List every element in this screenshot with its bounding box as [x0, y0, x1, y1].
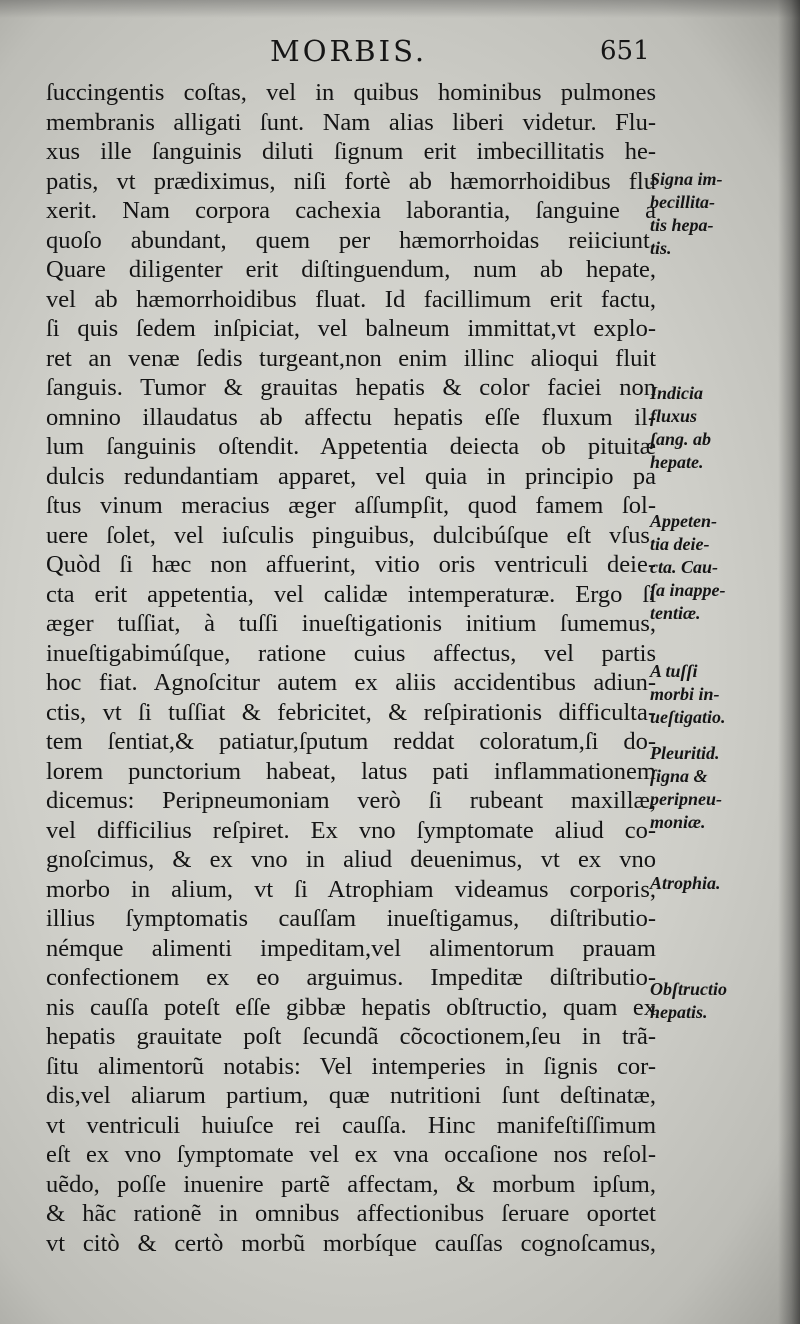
text-line: inueſtigabimúſque, ratione cuius affectus, vel partis [46, 639, 656, 667]
text-line: vel ab hæmorrhoidibus fluat. Id facillimum erit factu, [46, 285, 656, 313]
text-line: æger tuſſiat, à tuſſi inueſtigationis initium ſumemus, [46, 610, 656, 637]
text-line: ſuccingentis coſtas, vel in quibus hominibus pulmones [46, 79, 656, 106]
text-line: & hãc rationẽ in omnibus affectionibus ſeruare oportet [46, 1200, 656, 1227]
text-line: omnino illaudatus ab affectu hepatis eſſe fluxum il- [46, 403, 656, 431]
margin-note-line: Appeten- [650, 511, 717, 531]
text-line: uẽdo, poſſe inuenire partẽ affectam, & morbum ipſum, [46, 1170, 656, 1198]
text-line: dulcis redundantiam apparet, vel quia in principio pa [46, 462, 656, 490]
running-head: MORBIS. [270, 34, 428, 68]
margin-note-line: morbi in- [650, 684, 720, 704]
margin-note-line: Atrophia. [650, 873, 721, 893]
page-number: 651 [600, 36, 650, 66]
text-line: ſitu alimentorũ notabis: Vel intemperies in ſignis cor- [46, 1052, 656, 1080]
text-line: xus ille ſanguinis diluti ſignum erit imbecillitatis he- [46, 138, 656, 165]
margin-note-line: ſa inappe- [650, 580, 726, 600]
text-line: membranis alligati ſunt. Nam alias liberi videtur. Flu- [46, 108, 656, 136]
margin-note-line: Obſtructio [650, 979, 728, 999]
margin-note-a-tussi [650, 660, 798, 729]
margin-note-atrophia [650, 872, 798, 895]
margin-note-line: peripneu- [650, 789, 722, 809]
margin-note-line: ueſtigatio. [650, 707, 726, 727]
text-line: confectionem ex eo arguimus. Impeditæ diſtributio- [46, 964, 656, 991]
text-line: eſt ex vno ſymptomate vel ex vna occaſione nos reſol- [46, 1141, 656, 1168]
text-line: Quòd ſi hæc non affuerint, vitio oris ventriculi deie- [46, 551, 656, 578]
text-line: hoc fiat. Agnoſcitur autem ex aliis accidentibus adiun- [46, 669, 656, 696]
text-line: vt ventriculi huiuſce rei cauſſa. Hinc manifeſtiſſimum [46, 1111, 656, 1139]
margin-note-indicia-fluxus [650, 382, 798, 474]
text-line: uere ſolet, vel iuſculis pinguibus, dulcibúſque eſt vſus. [46, 521, 656, 549]
text-line: gnoſcimus, & ex vno in aliud deuenimus, vt ex vno [46, 846, 656, 873]
margin-note-obstructio-hepatis [650, 978, 798, 1024]
page-top-shadow [0, 0, 800, 18]
margin-note-pleuritid [650, 742, 798, 834]
text-line: ſanguis. Tumor & grauitas hepatis & color faciei non [46, 374, 656, 401]
margin-note-line: Indicia [650, 383, 704, 403]
margin-note-line: A tuſſi [650, 661, 698, 681]
text-line: vt citò & certò morbũ morbíque cauſſas cognoſcamus, [46, 1229, 656, 1257]
text-line: dicemus: Peripneumoniam verò ſi rubeant maxillæ, [46, 787, 656, 814]
margin-note-line: tentiæ. [650, 603, 701, 623]
margin-note-signa-imbecillitatis [650, 168, 798, 260]
text-line: illius ſymptomatis cauſſam inueſtigamus, diſtributio- [46, 905, 656, 932]
margin-note-appetentia [650, 510, 798, 625]
text-line: cta erit appetentia, vel calidæ intemperaturæ. Ergo ſi [46, 580, 656, 608]
margin-note-line: tis. [650, 238, 672, 258]
text-line: quoſo abundant, quem per hæmorrhoidas reiiciunt. [46, 226, 656, 254]
margin-note-line: hepate. [650, 452, 704, 472]
text-line: hepatis grauitate poſt ſecundã cõcoctionem,ſeu in trã- [46, 1023, 656, 1050]
margin-note-line: tia deie- [650, 534, 710, 554]
text-line: lorem punctorium habeat, latus pati inflammationem [46, 757, 656, 785]
text-line: ſtus vinum meracius æger aſſumpſit, quod famem ſol- [46, 492, 656, 519]
text-line: ſi quis ſedem inſpiciat, vel balneum immittat,vt explo- [46, 315, 656, 342]
text-line: dis,vel aliarum partium, quæ nutritioni ſunt deſtinatæ, [46, 1082, 656, 1109]
text-line: Quare diligenter erit diſtinguendum, num ab hepate, [46, 256, 656, 283]
text-line: ctis, vt ſi tuſſiat & febricitet, & reſpirationis difficulta- [46, 698, 656, 726]
text-line: patis, vt prædiximus, niſi fortè ab hæmorrhoidibus flu [46, 167, 656, 195]
main-text-block [46, 78, 656, 1258]
text-line: xerit. Nam corpora cachexia laborantia, ſanguine a [46, 197, 656, 224]
text-line: vel difficilius reſpiret. Ex vno ſymptomate aliud co- [46, 816, 656, 844]
margin-note-line: hepatis. [650, 1002, 708, 1022]
margin-note-line: becillita- [650, 192, 715, 212]
margin-note-line: Pleuritid. [650, 743, 720, 763]
margin-note-line: fluxus [650, 406, 698, 426]
margin-note-line: Signa im- [650, 169, 723, 189]
text-line: lum ſanguinis oſtendit. Appetentia deiecta ob pituitæ [46, 433, 656, 460]
text-line: tem ſentiat,& patiatur,ſputum reddat coloratum,ſi do- [46, 728, 656, 755]
margin-note-line: moniæ. [650, 812, 706, 832]
margin-note-line: ſang. ab [650, 429, 712, 449]
text-line: ret an venæ ſedis turgeant,non enim illinc alioqui fluit [46, 344, 656, 372]
margin-note-line: cta. Cau- [650, 557, 719, 577]
text-line: morbo in alium, vt ſi Atrophiam videamus corporis, [46, 875, 656, 903]
margin-note-line: tis hepa- [650, 215, 714, 235]
text-line: némque alimenti impeditam,vel alimentorum prauam [46, 934, 656, 962]
margin-note-line: ſigna & [650, 766, 708, 786]
text-line: nis cauſſa poteſt eſſe gibbæ hepatis obſtructio, quam ex [46, 993, 656, 1021]
